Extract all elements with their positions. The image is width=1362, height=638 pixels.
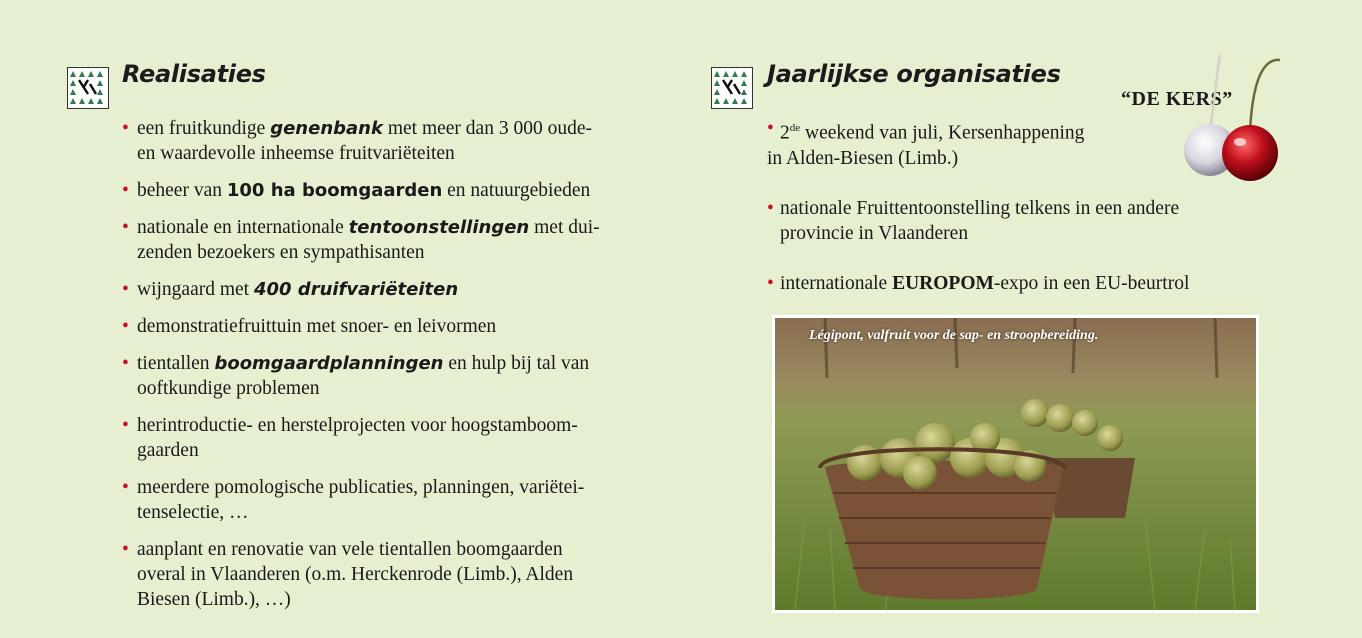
list-item: • nationale en internationale tentoonstellingen met dui- zenden bezoekers en sympathisanten: [122, 215, 654, 265]
list-item: • tientallen boomgaardplanningen en hulp bij tal van ooftkundige problemen: [122, 351, 654, 401]
list-item: • internationale EUROPOM-expo in een EU-beurtrol: [767, 271, 1267, 296]
list-item: • een fruitkundige genenbank met meer dan 3 000 oude- en waardevolle inheemse fruitvariëteiten: [122, 116, 654, 166]
de-kers-label: “DE KERS”: [1121, 88, 1233, 110]
photo-caption: Légipont, valfruit voor de sap- en stroopbereiding.: [809, 328, 1099, 343]
list-item: • aanplant en renovatie van vele tientallen boomgaarden overal in Vlaanderen (o.m. Herckenrode (Limb.), Alden Biesen (Limb.), …): [122, 537, 654, 612]
pear-baskets-photo: [772, 315, 1259, 613]
orchard-logo-icon: [67, 67, 109, 109]
list-item: • meerdere pomologische publicaties, planningen, variëtei- tenselectie, …: [122, 475, 654, 525]
list-item: • herintroductie- en herstelprojecten voor hoogstamboom- gaarden: [122, 413, 654, 463]
list-item: • wijngaard met 400 druifvariëteiten: [122, 277, 654, 302]
list-item: • beheer van 100 ha boomgaarden en natuurgebieden: [122, 178, 654, 203]
organisaties-list: [767, 116, 1267, 321]
list-item: • nationale Fruittentoonstelling telkens in een andere provincie in Vlaanderen: [767, 196, 1267, 246]
list-item: • demonstratiefruittuin met snoer- en leivormen: [122, 314, 654, 339]
orchard-logo-icon: [711, 67, 753, 109]
section-title-jaarlijkse-organisaties: Jaarlijkse organisaties: [767, 60, 1061, 88]
section-title-realisaties: Realisaties: [122, 60, 266, 88]
list-item: • 2de weekend van juli, Kersenhappening in Alden-Biesen (Limb.): [767, 116, 1267, 171]
realisaties-list: [122, 116, 654, 624]
